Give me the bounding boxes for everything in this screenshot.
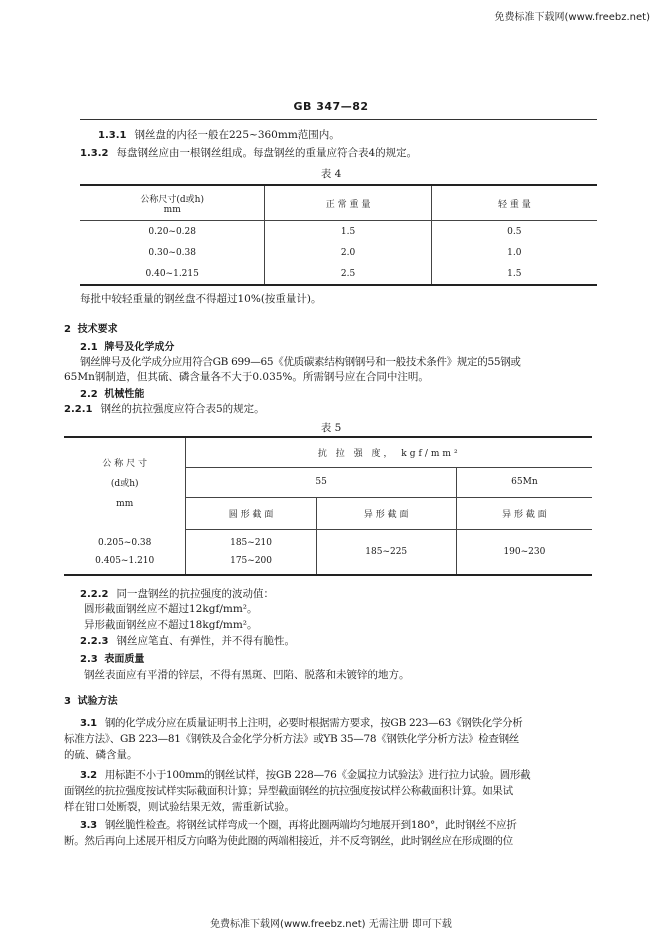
table5-caption: 表 5 xyxy=(320,422,342,434)
table-row xyxy=(80,263,597,285)
table5-round-value: 185~210 xyxy=(230,537,272,548)
section-title: 机械性能 xyxy=(104,389,145,400)
section-number: 1.3.1 xyxy=(98,130,127,141)
table5-shaped-section-65mn: 异 形 截 面 xyxy=(456,497,592,529)
table5-round-section: 圆 形 截 面 xyxy=(186,497,316,529)
watermark-bottom: 免费标准下载网(www.freebz.net) 无需注册 即可下载 xyxy=(210,919,452,930)
table5-grade-65mn: 65Mn xyxy=(456,467,592,497)
section-number: 3.3 xyxy=(80,820,97,831)
section-3-2-line3: 样在钳口处断裂，则试验结果无效，需重新试验。 xyxy=(64,801,295,813)
table4-size-header-line1: 公称尺寸(d或h) xyxy=(140,194,204,205)
section-3-1-line2: 标准方法》、GB 223—81《钢铁及合金化学分析方法》或YB 35—78《钢铁化学分析方法》检查钢丝 xyxy=(64,733,519,745)
table5-grade-55: 55 xyxy=(186,467,456,497)
table5-size-header xyxy=(64,437,186,529)
section-number: 2.2.1 xyxy=(64,404,93,415)
section-3-2-line2: 面钢丝的抗拉强度按试样实际截面积计算；异型截面钢丝的抗拉强度按试样公称截面积计算。如果试 xyxy=(64,785,513,797)
section-title: 牌号及化学成分 xyxy=(104,342,175,353)
table-4 xyxy=(80,184,597,286)
table4-normal-cell: 2.0 xyxy=(265,242,431,263)
section-text: 钢丝应笔直、有弹性，并不得有脆性。 xyxy=(116,635,295,647)
table4-normal-cell: 2.5 xyxy=(265,263,431,285)
section-number: 3.2 xyxy=(80,770,97,781)
table4-light-header: 轻 重 量 xyxy=(431,185,597,221)
section-2-2-1 xyxy=(64,402,581,417)
section-text: 用标距不小于100mm的钢丝试样，按GB 228—76《金属拉力试验法》进行拉力试验。圆形截 xyxy=(104,769,531,781)
section-title: 表面质量 xyxy=(104,654,145,665)
table4-light-cell: 1.0 xyxy=(431,242,597,263)
section-2-1-text-line1: 钢丝牌号及化学成分应用符合GB 699—65《优质碳素结构钢钢号和一般技术条件》规定的55钢或 xyxy=(80,356,521,368)
table5-shaped-55-cell: 185~225 xyxy=(316,529,456,575)
table5-size-cell xyxy=(64,529,186,575)
table5-size-value: 0.405~1.210 xyxy=(95,555,155,566)
section-title: 试验方法 xyxy=(77,696,118,707)
section-3 xyxy=(64,694,581,709)
section-text: 钢丝脆性检查。将钢丝试样弯成一个圈，再将此圈两端均匀地展开到180°，此时钢丝不应折 xyxy=(104,819,517,831)
table5-size-header-line1: 公 称 尺 寸 xyxy=(102,458,148,469)
section-2-3-text: 钢丝表面应有平滑的锌层，不得有黑斑、凹陷、脱落和未镀锌的地方。 xyxy=(84,669,410,681)
table4-size-cell: 0.20~0.28 xyxy=(148,226,196,237)
section-2 xyxy=(64,322,581,337)
header-rule xyxy=(80,119,597,120)
section-2-2 xyxy=(80,387,597,402)
section-number: 2.2.2 xyxy=(80,589,109,600)
table5-header-row1 xyxy=(64,437,592,467)
section-number: 1.3.2 xyxy=(80,148,109,159)
section-2-2-3 xyxy=(80,634,597,649)
section-3-3 xyxy=(80,818,597,833)
section-number: 2 xyxy=(64,324,71,335)
table4-header-row xyxy=(80,185,597,221)
section-number: 2.3 xyxy=(80,654,98,665)
table4-size-header-line2: mm xyxy=(163,204,181,215)
table-row xyxy=(64,529,592,575)
watermark-top: 免费标准下载网(www.freebz.net) xyxy=(494,12,650,23)
table4-normal-header: 正 常 重 量 xyxy=(265,185,431,221)
standard-header: GB 347—82 xyxy=(293,100,369,113)
section-text: 钢丝的抗拉强度应符合表5的规定。 xyxy=(100,403,265,415)
section-number: 3.1 xyxy=(80,718,97,729)
table5-round-cell xyxy=(186,529,316,575)
table5-size-header-line3: mm xyxy=(116,498,134,509)
section-text: 每盘钢丝应由一根钢丝组成。每盘钢丝的重量应符合表4的规定。 xyxy=(116,147,418,159)
table-5 xyxy=(64,436,592,576)
section-text: 同一盘钢丝的抗拉强度的波动值： xyxy=(116,588,274,600)
section-1-3-2 xyxy=(80,146,597,161)
section-2-1-text-line2: 65Mn钢制造，但其硫、磷含量各不大于0.035%。所需钢号应在合同中注明。 xyxy=(64,371,429,383)
table5-round-value: 175~200 xyxy=(230,555,272,566)
section-2-2-2-shaped: 异形截面钢丝应不超过18kgf/mm²。 xyxy=(84,619,258,631)
section-2-3 xyxy=(80,652,597,667)
section-number: 2.2.3 xyxy=(80,636,109,647)
section-2-1 xyxy=(80,340,597,355)
table4-light-cell: 1.5 xyxy=(431,263,597,285)
section-3-1-line3: 的硫、磷含量。 xyxy=(64,749,138,761)
section-1-3-1 xyxy=(98,128,615,143)
table4-size-cell: 0.30~0.38 xyxy=(148,247,196,258)
table4-light-cell: 0.5 xyxy=(431,221,597,243)
section-3-1 xyxy=(80,716,597,731)
section-3-2 xyxy=(80,768,597,783)
note-light-weight: 每批中较轻重量的钢丝盘不得超过10%(按重量计)。 xyxy=(80,293,322,305)
section-number: 2.1 xyxy=(80,342,98,353)
table5-size-value: 0.205~0.38 xyxy=(98,537,152,548)
section-number: 3 xyxy=(64,696,71,707)
table5-shaped-65mn-cell: 190~230 xyxy=(456,529,592,575)
section-2-2-2 xyxy=(80,587,597,602)
table4-normal-cell: 1.5 xyxy=(265,221,431,243)
table-row xyxy=(80,221,597,243)
section-number: 2.2 xyxy=(80,389,98,400)
section-2-2-2-round: 圆形截面钢丝应不超过12kgf/mm²。 xyxy=(84,603,258,615)
table5-shaped-section-55: 异 形 截 面 xyxy=(316,497,456,529)
table4-size-cell: 0.40~1.215 xyxy=(80,263,265,285)
table4-size-header xyxy=(80,185,265,221)
section-title: 技术要求 xyxy=(77,324,118,335)
section-3-3-line2: 断。然后再向上述展开相反方向略为使此圈的两端相接近，并不反弯钢丝，此时钢丝应在形成圈的位 xyxy=(64,835,513,847)
table4-caption: 表 4 xyxy=(320,168,342,180)
section-text: 钢丝盘的内径一般在225~360mm范围内。 xyxy=(134,129,340,141)
table5-strength-header: 抗 拉 强 度， kgf/mm² xyxy=(186,437,592,467)
table5-size-header-line2: (d或h) xyxy=(110,478,139,489)
table-row xyxy=(80,242,597,263)
section-text: 钢的化学成分应在质量证明书上注明，必要时根据需方要求，按GB 223—63《钢铁化学分析 xyxy=(104,717,523,729)
